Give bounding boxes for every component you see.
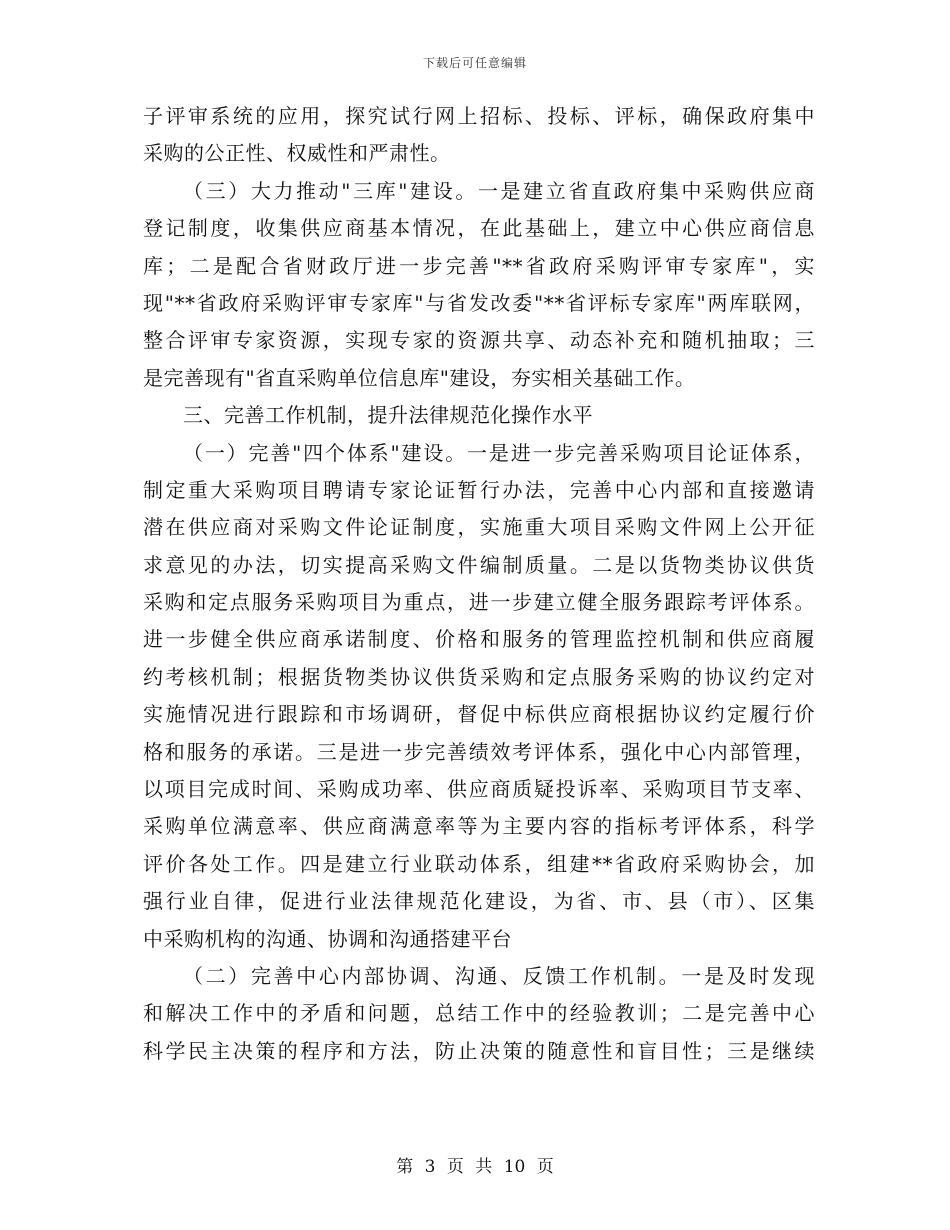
body-line: 现"**省政府采购评审专家库"与省发改委"**省评标专家库"两库联网，: [143, 290, 815, 315]
body-line: 登记制度，收集供应商基本情况，在此基础上，建立中心供应商信息: [143, 216, 815, 241]
body-line: 子评审系统的应用，探究试行网上招标、投标、评标，确保政府集中: [143, 104, 815, 128]
body-line: 求意见的办法，切实提高采购文件编制质量。二是以货物类协议供货: [143, 552, 815, 577]
body-line: 格和服务的承诺。三是进一步完善绩效考评体系，强化中心内部管理，: [143, 739, 815, 764]
body-line: 约考核机制；根据货物类协议供货采购和定点服务采购的协议约定对: [143, 664, 815, 689]
body-line: （一）完善"四个体系"建设。一是进一步完善采购项目论证体系，: [183, 440, 815, 465]
page-header: 下载后可任意编辑: [422, 56, 527, 70]
body-line: 评价各处工作。四是建立行业联动体系，组建**省政府采购协会，加: [143, 851, 815, 876]
body-line: 以项目完成时间、采购成功率、供应商质疑投诉率、采购项目节支率、: [143, 777, 815, 802]
section-heading: 三、完善工作机制，提升法律规范化操作水平: [183, 403, 593, 428]
page-number-footer: 第 3 页 共 10 页: [396, 1157, 554, 1177]
body-line: 采购的公正性、权威性和严肃性。: [143, 141, 451, 166]
body-line: 制定重大采购项目聘请专家论证暂行办法，完善中心内部和直接邀请: [143, 477, 815, 502]
body-line: 是完善现有"省直采购单位信息库"建设，夯实相关基础工作。: [143, 365, 696, 390]
document-body: [143, 98, 815, 1070]
body-line: 进一步健全供应商承诺制度、价格和服务的管理监控机制和供应商履: [143, 627, 815, 652]
body-line: 潜在供应商对采购文件论证制度，实施重大项目采购文件网上公开征: [143, 515, 815, 540]
body-line: 强行业自律，促进行业法律规范化建设，为省、市、县（市）、区集: [143, 889, 815, 914]
body-line: 整合评审专家资源，实现专家的资源共享、动态补充和随机抽取；三: [143, 328, 815, 353]
body-line: 采购和定点服务采购项目为重点，进一步建立健全服务跟踪考评体系。: [143, 590, 815, 615]
body-line: 科学民主决策的程序和方法，防止决策的随意性和盲目性；三是继续: [143, 1038, 815, 1063]
body-line: 采购单位满意率、供应商满意率等为主要内容的指标考评体系，科学: [143, 814, 815, 839]
body-line: 库；二是配合省财政厅进一步完善"**省政府采购评审专家库"，实: [143, 253, 815, 278]
body-line: 中采购机构的沟通、协调和沟通搭建平台: [143, 926, 512, 951]
body-line: （三）大力推动"三库"建设。一是建立省直政府集中采购供应商: [183, 178, 815, 203]
body-line: （二）完善中心内部协调、沟通、反馈工作机制。一是及时发现: [183, 963, 815, 988]
body-line: 和解决工作中的矛盾和问题，总结工作中的经验教训；二是完善中心: [143, 1001, 815, 1026]
body-line: 实施情况进行跟踪和市场调研，督促中标供应商根据协议约定履行价: [143, 702, 815, 727]
